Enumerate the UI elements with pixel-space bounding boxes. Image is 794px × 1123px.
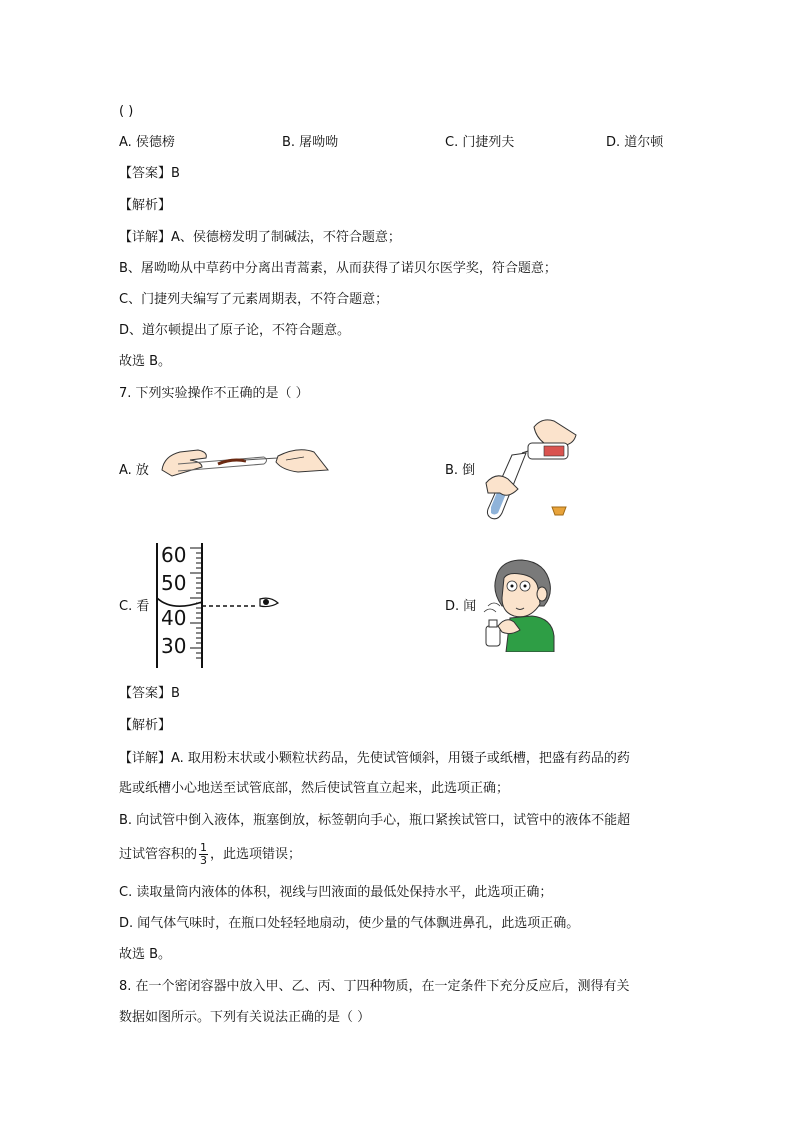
q6-answer-paren: ( ) [119, 104, 134, 119]
q6-conclusion: 故选 B。 [119, 354, 172, 369]
q8-stem-line1: 8. 在一个密闭容器中放入甲、乙、丙、丁四种物质，在一定条件下充分反应后，测得有关 [119, 979, 630, 994]
q7-figure-a-test-tube-hands [158, 440, 330, 480]
q6-analysis-title: 【解析】 [119, 198, 172, 213]
q7-detail-b-pre: 过试管容积的 [119, 847, 198, 862]
q7-option-b-label: B. 倒 [445, 463, 476, 478]
q7-figure-c-graduated-cylinder [152, 540, 280, 670]
q8-stem-line2: 数据如图所示。下列有关说法正确的是（ ） [119, 1010, 371, 1025]
cylinder-tick-label: 40 [161, 606, 187, 630]
q7-figure-d-smelling-gas [480, 556, 560, 652]
q7-detail-b-line1: B. 向试管中倒入液体，瓶塞倒放，标签朝向手心，瓶口紧挨试管口，试管中的液体不能超 [119, 813, 631, 828]
q7-option-d-label: D. 闻 [445, 599, 477, 614]
q6-answer: 【答案】B [119, 166, 180, 181]
q6-option-a: A. 侯德榜 [119, 135, 175, 150]
q7-stem: 7. 下列实验操作不正确的是（ ） [119, 386, 309, 401]
q7-detail-c: C. 读取量筒内液体的体积，视线与凹液面的最低处保持水平，此选项正确； [119, 885, 553, 900]
q7-detail-b-line2 [119, 842, 301, 868]
q7-option-c-label: C. 看 [119, 599, 150, 614]
q7-detail-d: D. 闻气体气味时，在瓶口处轻轻地扇动，使少量的气体飘进鼻孔，此选项正确。 [119, 916, 580, 931]
q6-option-c: C. 门捷列夫 [445, 135, 515, 150]
q7-detail-a-line1: 【详解】A. 取用粉末状或小颗粒状药品，先使试管倾斜，用镊子或纸槽，把盛有药品的药 [119, 751, 630, 766]
q7-option-a-label: A. 放 [119, 463, 149, 478]
q7-conclusion: 故选 B。 [119, 947, 172, 962]
q6-detail-a: 【详解】A、侯德榜发明了制碱法，不符合题意； [119, 230, 401, 245]
q7-figure-b-pouring-liquid [478, 413, 580, 528]
q7-detail-a-line2: 匙或纸槽小心地送至试管底部，然后使试管直立起来，此选项正确； [119, 781, 510, 796]
q6-detail-b: B、屠呦呦从中草药中分离出青蒿素，从而获得了诺贝尔医学奖，符合题意； [119, 261, 557, 276]
q7-answer: 【答案】B [119, 686, 180, 701]
fraction-one-third: $\frac{1}{3}$ [200, 841, 208, 867]
q7-detail-b-post: ，此选项错误； [210, 847, 302, 862]
q6-option-d: D. 道尔顿 [606, 135, 664, 150]
cylinder-tick-label: 60 [161, 543, 187, 567]
cylinder-tick-label: 50 [161, 571, 187, 595]
q6-option-b: B. 屠呦呦 [282, 135, 339, 150]
cylinder-tick-label: 30 [161, 634, 187, 658]
q6-detail-c: C、门捷列夫编写了元素周期表，不符合题意； [119, 292, 389, 307]
q6-detail-d: D、道尔顿提出了原子论，不符合题意。 [119, 323, 351, 338]
q7-analysis-title: 【解析】 [119, 718, 172, 733]
